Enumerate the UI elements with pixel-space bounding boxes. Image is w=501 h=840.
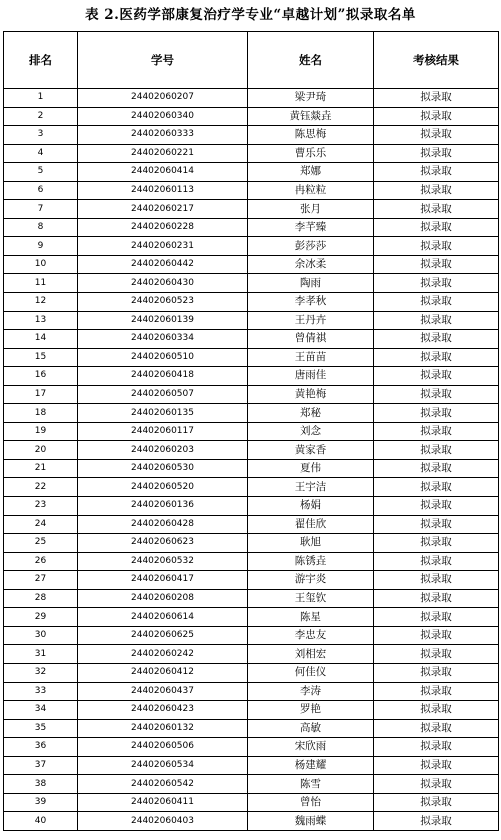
- result-cell: 拟录取: [374, 663, 499, 682]
- table-row: [4, 274, 499, 293]
- name-cell: 张月: [248, 200, 374, 219]
- rank-cell: 30: [4, 626, 78, 645]
- name-cell: 黄钰燚垚: [248, 107, 374, 126]
- name-cell: 曾怡: [248, 793, 374, 812]
- admission-list-table: [3, 31, 499, 831]
- student-id-cell: 24402060510: [78, 348, 248, 367]
- student-id-cell: 24402060520: [78, 478, 248, 497]
- student-id-cell: 24402060231: [78, 237, 248, 256]
- student-id-cell: 24402060333: [78, 126, 248, 145]
- table-row: [4, 756, 499, 775]
- student-id-cell: 24402060208: [78, 589, 248, 608]
- rank-cell: 16: [4, 367, 78, 386]
- rank-cell: 4: [4, 144, 78, 163]
- table-row: [4, 163, 499, 182]
- table-row: [4, 237, 499, 256]
- table-row: [4, 478, 499, 497]
- result-cell: 拟录取: [374, 181, 499, 200]
- student-id-cell: 24402060411: [78, 793, 248, 812]
- result-cell: 拟录取: [374, 756, 499, 775]
- student-id-cell: 24402060412: [78, 663, 248, 682]
- rank-cell: 2: [4, 107, 78, 126]
- name-cell: 李孝秋: [248, 293, 374, 312]
- student-id-cell: 24402060507: [78, 385, 248, 404]
- rank-cell: 21: [4, 459, 78, 478]
- name-cell: 郑秘: [248, 404, 374, 423]
- student-id-cell: 24402060418: [78, 367, 248, 386]
- rank-cell: 13: [4, 311, 78, 330]
- result-cell: 拟录取: [374, 274, 499, 293]
- result-cell: 拟录取: [374, 738, 499, 757]
- rank-cell: 40: [4, 812, 78, 831]
- student-id-cell: 24402060506: [78, 738, 248, 757]
- table-row: [4, 330, 499, 349]
- result-cell: 拟录取: [374, 200, 499, 219]
- result-cell: 拟录取: [374, 534, 499, 553]
- rank-cell: 1: [4, 89, 78, 108]
- rank-cell: 5: [4, 163, 78, 182]
- table-row: [4, 367, 499, 386]
- result-cell: 拟录取: [374, 682, 499, 701]
- name-cell: 刘念: [248, 422, 374, 441]
- name-cell: 王丹卉: [248, 311, 374, 330]
- table-row: [4, 589, 499, 608]
- name-cell: 曾倩祺: [248, 330, 374, 349]
- name-cell: 唐雨佳: [248, 367, 374, 386]
- student-id-cell: 24402060623: [78, 534, 248, 553]
- table-row: [4, 404, 499, 423]
- rank-cell: 37: [4, 756, 78, 775]
- student-id-cell: 24402060414: [78, 163, 248, 182]
- student-id-cell: 24402060334: [78, 330, 248, 349]
- rank-cell: 34: [4, 701, 78, 720]
- student-id-cell: 24402060135: [78, 404, 248, 423]
- name-cell: 杨娟: [248, 497, 374, 516]
- table-row: [4, 459, 499, 478]
- table-row: [4, 441, 499, 460]
- rank-cell: 19: [4, 422, 78, 441]
- name-cell: 李芊臻: [248, 218, 374, 237]
- name-cell: 王苗苗: [248, 348, 374, 367]
- student-id-cell: 24402060523: [78, 293, 248, 312]
- table-row: [4, 144, 499, 163]
- student-id-cell: 24402060437: [78, 682, 248, 701]
- result-cell: 拟录取: [374, 459, 499, 478]
- student-id-cell: 24402060340: [78, 107, 248, 126]
- result-cell: 拟录取: [374, 478, 499, 497]
- table-row: [4, 126, 499, 145]
- result-cell: 拟录取: [374, 330, 499, 349]
- rank-cell: 6: [4, 181, 78, 200]
- table-row: [4, 200, 499, 219]
- result-cell: 拟录取: [374, 404, 499, 423]
- student-id-cell: 24402060534: [78, 756, 248, 775]
- header-rank: 排名: [4, 32, 78, 89]
- name-cell: 陶雨: [248, 274, 374, 293]
- table-row: [4, 497, 499, 516]
- result-cell: 拟录取: [374, 311, 499, 330]
- name-cell: 彭莎莎: [248, 237, 374, 256]
- result-cell: 拟录取: [374, 552, 499, 571]
- name-cell: 冉粒粒: [248, 181, 374, 200]
- name-cell: 黄家香: [248, 441, 374, 460]
- name-cell: 杨建耀: [248, 756, 374, 775]
- name-cell: 宋欣雨: [248, 738, 374, 757]
- student-id-cell: 24402060113: [78, 181, 248, 200]
- name-cell: 魏雨蝶: [248, 812, 374, 831]
- student-id-cell: 24402060221: [78, 144, 248, 163]
- student-id-cell: 24402060207: [78, 89, 248, 108]
- student-id-cell: 24402060428: [78, 515, 248, 534]
- rank-cell: 36: [4, 738, 78, 757]
- name-cell: 陈思梅: [248, 126, 374, 145]
- result-cell: 拟录取: [374, 812, 499, 831]
- table-row: [4, 89, 499, 108]
- table-row: [4, 719, 499, 738]
- rank-cell: 23: [4, 497, 78, 516]
- result-cell: 拟录取: [374, 441, 499, 460]
- rank-cell: 25: [4, 534, 78, 553]
- name-cell: 王玺钦: [248, 589, 374, 608]
- rank-cell: 26: [4, 552, 78, 571]
- table-row: [4, 645, 499, 664]
- rank-cell: 24: [4, 515, 78, 534]
- rank-cell: 33: [4, 682, 78, 701]
- rank-cell: 27: [4, 571, 78, 590]
- rank-cell: 18: [4, 404, 78, 423]
- result-cell: 拟录取: [374, 645, 499, 664]
- rank-cell: 38: [4, 775, 78, 794]
- student-id-cell: 24402060530: [78, 459, 248, 478]
- table-row: [4, 107, 499, 126]
- rank-cell: 10: [4, 255, 78, 274]
- result-cell: 拟录取: [374, 571, 499, 590]
- result-cell: 拟录取: [374, 497, 499, 516]
- name-cell: 夏伟: [248, 459, 374, 478]
- rank-cell: 35: [4, 719, 78, 738]
- student-id-cell: 24402060139: [78, 311, 248, 330]
- table-row: [4, 682, 499, 701]
- student-id-cell: 24402060442: [78, 255, 248, 274]
- table-row: [4, 626, 499, 645]
- student-id-cell: 24402060542: [78, 775, 248, 794]
- result-cell: 拟录取: [374, 163, 499, 182]
- table-row: [4, 422, 499, 441]
- table-row: [4, 793, 499, 812]
- table-header: [4, 32, 499, 89]
- name-cell: 李涛: [248, 682, 374, 701]
- result-cell: 拟录取: [374, 255, 499, 274]
- rank-cell: 9: [4, 237, 78, 256]
- table-row: [4, 608, 499, 627]
- rank-cell: 12: [4, 293, 78, 312]
- rank-cell: 39: [4, 793, 78, 812]
- header-result: 考核结果: [374, 32, 499, 89]
- name-cell: 曹乐乐: [248, 144, 374, 163]
- name-cell: 游宇炎: [248, 571, 374, 590]
- table-row: [4, 571, 499, 590]
- student-id-cell: 24402060417: [78, 571, 248, 590]
- table-row: [4, 255, 499, 274]
- student-id-cell: 24402060203: [78, 441, 248, 460]
- student-id-cell: 24402060403: [78, 812, 248, 831]
- rank-cell: 28: [4, 589, 78, 608]
- result-cell: 拟录取: [374, 144, 499, 163]
- table-row: [4, 812, 499, 831]
- student-id-cell: 24402060217: [78, 200, 248, 219]
- name-cell: 刘相宏: [248, 645, 374, 664]
- name-cell: 陈锈垚: [248, 552, 374, 571]
- rank-cell: 3: [4, 126, 78, 145]
- result-cell: 拟录取: [374, 367, 499, 386]
- table-row: [4, 311, 499, 330]
- name-cell: 罗艳: [248, 701, 374, 720]
- result-cell: 拟录取: [374, 589, 499, 608]
- table-row: [4, 534, 499, 553]
- rank-cell: 31: [4, 645, 78, 664]
- student-id-cell: 24402060242: [78, 645, 248, 664]
- rank-cell: 11: [4, 274, 78, 293]
- table-row: [4, 775, 499, 794]
- rank-cell: 7: [4, 200, 78, 219]
- rank-cell: 29: [4, 608, 78, 627]
- student-id-cell: 24402060614: [78, 608, 248, 627]
- result-cell: 拟录取: [374, 775, 499, 794]
- name-cell: 陈雪: [248, 775, 374, 794]
- header-row: [4, 32, 499, 89]
- result-cell: 拟录取: [374, 89, 499, 108]
- table-row: [4, 293, 499, 312]
- result-cell: 拟录取: [374, 626, 499, 645]
- document-title: 表 2.医药学部康复治疗学专业“卓越计划”拟录取名单: [85, 7, 416, 23]
- name-cell: 翟佳欣: [248, 515, 374, 534]
- header-student-id: 学号: [78, 32, 248, 89]
- result-cell: 拟录取: [374, 237, 499, 256]
- result-cell: 拟录取: [374, 385, 499, 404]
- table-row: [4, 663, 499, 682]
- rank-cell: 14: [4, 330, 78, 349]
- student-id-cell: 24402060117: [78, 422, 248, 441]
- table-row: [4, 515, 499, 534]
- result-cell: 拟录取: [374, 293, 499, 312]
- table-body: [4, 89, 499, 831]
- result-cell: 拟录取: [374, 218, 499, 237]
- table-row: [4, 385, 499, 404]
- header-name: 姓名: [248, 32, 374, 89]
- rank-cell: 22: [4, 478, 78, 497]
- name-cell: 李忠友: [248, 626, 374, 645]
- rank-cell: 32: [4, 663, 78, 682]
- table-row: [4, 738, 499, 757]
- name-cell: 陈星: [248, 608, 374, 627]
- result-cell: 拟录取: [374, 608, 499, 627]
- result-cell: 拟录取: [374, 126, 499, 145]
- name-cell: 王宇洁: [248, 478, 374, 497]
- student-id-cell: 24402060430: [78, 274, 248, 293]
- rank-cell: 8: [4, 218, 78, 237]
- student-id-cell: 24402060625: [78, 626, 248, 645]
- result-cell: 拟录取: [374, 515, 499, 534]
- name-cell: 耿旭: [248, 534, 374, 553]
- name-cell: 黄艳梅: [248, 385, 374, 404]
- table-row: [4, 701, 499, 720]
- name-cell: 高敏: [248, 719, 374, 738]
- table-row: [4, 181, 499, 200]
- name-cell: 余冰柔: [248, 255, 374, 274]
- student-id-cell: 24402060136: [78, 497, 248, 516]
- student-id-cell: 24402060132: [78, 719, 248, 738]
- name-cell: 何佳仪: [248, 663, 374, 682]
- result-cell: 拟录取: [374, 422, 499, 441]
- name-cell: 梁尹琦: [248, 89, 374, 108]
- table-row: [4, 552, 499, 571]
- rank-cell: 15: [4, 348, 78, 367]
- student-id-cell: 24402060532: [78, 552, 248, 571]
- result-cell: 拟录取: [374, 701, 499, 720]
- name-cell: 郑娜: [248, 163, 374, 182]
- student-id-cell: 24402060228: [78, 218, 248, 237]
- student-id-cell: 24402060423: [78, 701, 248, 720]
- rank-cell: 17: [4, 385, 78, 404]
- rank-cell: 20: [4, 441, 78, 460]
- result-cell: 拟录取: [374, 348, 499, 367]
- result-cell: 拟录取: [374, 793, 499, 812]
- result-cell: 拟录取: [374, 107, 499, 126]
- result-cell: 拟录取: [374, 719, 499, 738]
- table-row: [4, 348, 499, 367]
- table-row: [4, 218, 499, 237]
